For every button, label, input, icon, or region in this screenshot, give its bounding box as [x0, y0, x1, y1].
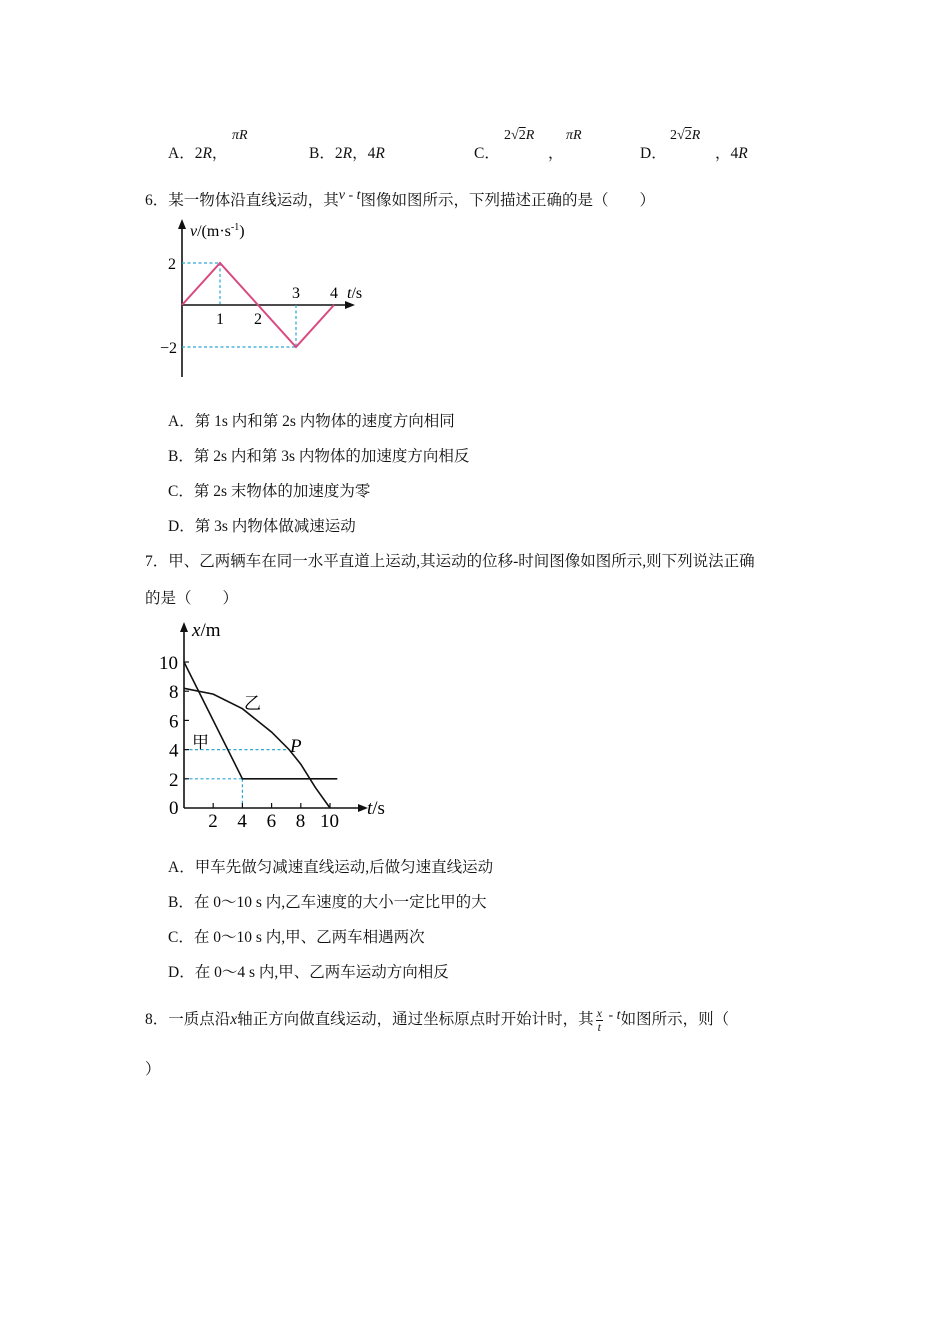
- vt-x-label: t/s: [347, 285, 363, 302]
- q5-option-d-value1: 2√2R: [670, 128, 701, 143]
- xt-legend-yi: 乙: [244, 694, 261, 713]
- xt-origin-label: 0: [169, 798, 179, 819]
- xt-y-arrow: [180, 622, 188, 632]
- q5-option-c-value2: πR: [566, 128, 582, 143]
- vt-x-tick-3: 3: [292, 285, 300, 302]
- vt-x-tick-1: 1: [216, 311, 224, 328]
- q6-option-c[interactable]: C．第 2s 末物体的加速度为零: [168, 483, 371, 500]
- vt-graph: [150, 215, 390, 380]
- q7-stem-line1: 7．甲、乙两辆车在同一水平直道上运动,其运动的位移-时间图像如图所示,则下列说法正确: [145, 553, 755, 570]
- xt-y-tick-2: 2: [169, 769, 179, 791]
- vt-x-arrow: [345, 301, 355, 309]
- q7-option-a[interactable]: A．甲车先做匀减速直线运动,后做匀速直线运动: [168, 859, 494, 876]
- xt-y-tick-6: 6: [169, 711, 179, 733]
- vt-x-tick-2: 2: [254, 311, 262, 328]
- q5-option-c-sep: ，: [548, 145, 564, 162]
- q5-option-d-value2: ，4R: [715, 145, 748, 162]
- q7-option-c[interactable]: C．在 0～10 s 内,甲、乙两车相遇两次: [168, 929, 425, 946]
- q8-stem: 8．一质点沿x轴正方向做直线运动，通过坐标原点时开始计时，其 $\frac{x}{t}$ - t如图所示，则（: [145, 1006, 730, 1034]
- vt-y-arrow: [178, 219, 186, 229]
- xt-x-label: t/s: [367, 798, 385, 819]
- q5-option-a-value2: πR: [232, 128, 248, 143]
- q5-option-c-value1: 2√2R: [504, 128, 535, 143]
- q8-stem-close: ）: [145, 1061, 161, 1078]
- vt-y-label: $v/(m\cdot s^{-1})$: [190, 222, 245, 240]
- xt-y-label: x/m: [192, 620, 221, 641]
- xt-x-tick-8: 8: [295, 811, 306, 832]
- q5-option-a[interactable]: A．2R，: [168, 145, 228, 162]
- xt-legend-jia: 甲: [192, 733, 209, 752]
- vt-axes: [178, 219, 355, 377]
- sqrt-sign: √: [677, 128, 685, 143]
- xt-x-tick-2: 2: [208, 811, 218, 832]
- q6-option-a[interactable]: A．第 1s 内和第 2s 内物体的速度方向相同: [168, 413, 455, 430]
- xt-x-tick-4: 4: [237, 811, 247, 832]
- vt-x-tick-4: 4: [330, 285, 338, 302]
- q5-option-b[interactable]: B．2R，4R: [309, 145, 385, 162]
- sqrt-sign: √: [511, 128, 519, 143]
- q6-stem: 6．某一物体沿直线运动，其v - t图像如图所示，下列描述正确的是（ ）: [145, 188, 656, 209]
- xt-point-p-label: P: [290, 736, 302, 757]
- xt-ticks: [159, 653, 339, 832]
- xt-x-tick-6: 6: [266, 811, 277, 832]
- q7-stem-line2: 的是（ ）: [145, 590, 239, 607]
- xt-axes: [180, 622, 368, 812]
- q5-option-d[interactable]: D．: [640, 145, 667, 162]
- q7-option-b[interactable]: B．在 0～10 s 内,乙车速度的大小一定比甲的大: [168, 894, 487, 911]
- xt-series-jia: [184, 662, 337, 779]
- xt-y-tick-10: 10: [159, 653, 178, 674]
- vt-y-tick-0: 2: [168, 256, 176, 273]
- q8-fraction: $\frac{x}{t}$: [596, 1006, 602, 1034]
- xt-y-tick-8: 8: [169, 682, 179, 704]
- q5-option-c[interactable]: C．: [474, 145, 500, 162]
- xt-x-tick-10: 10: [320, 811, 339, 832]
- xt-graph: [150, 612, 400, 834]
- q7-option-d[interactable]: D．在 0～4 s 内,甲、乙两车运动方向相反: [168, 964, 449, 981]
- xt-y-tick-4: 4: [169, 740, 179, 762]
- q6-option-d[interactable]: D．第 3s 内物体做减速运动: [168, 518, 356, 535]
- vt-ticks: [160, 256, 338, 357]
- vt-y-tick-1: −2: [160, 340, 178, 357]
- q6-option-b[interactable]: B．第 2s 内和第 3s 内物体的加速度方向相反: [168, 448, 470, 465]
